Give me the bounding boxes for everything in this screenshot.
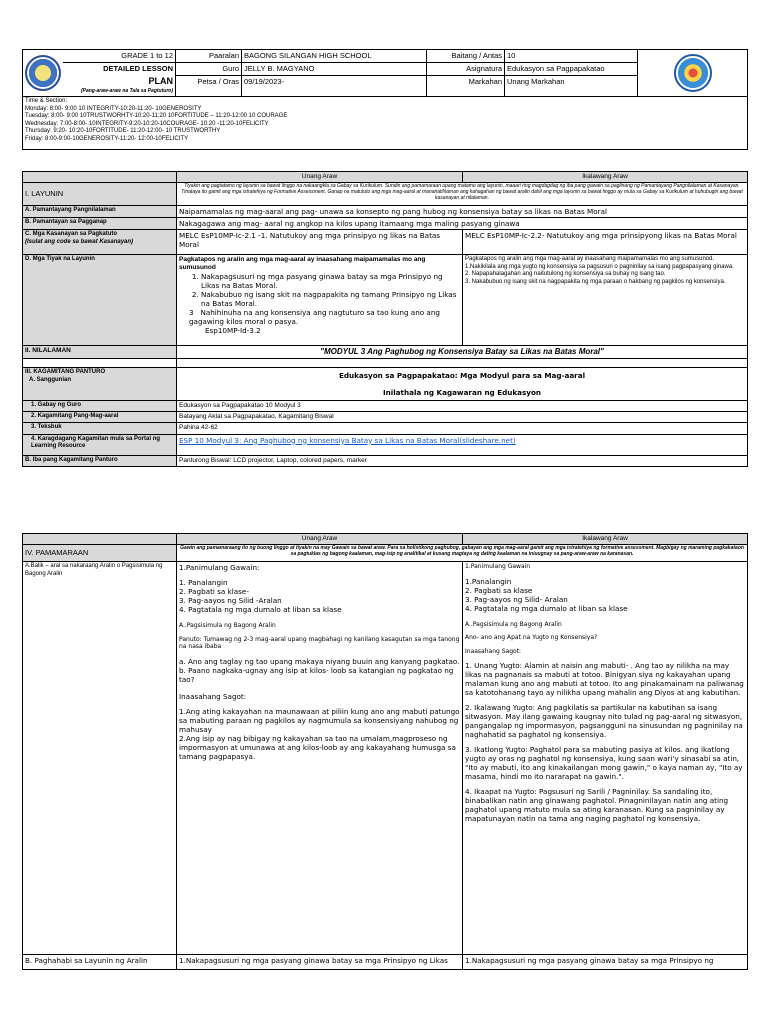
teacher-label: Guro <box>176 62 242 75</box>
objectives-table <box>22 171 748 467</box>
d-item: 2. Nakabubuo ng isang skit na nagpapakita ng tamang Prinsipyo ng Likas na Batas Moral. <box>201 290 460 308</box>
date-value: 09/19/2023- <box>242 75 427 96</box>
layunin-label: I. LAYUNIN <box>23 183 177 206</box>
schedule-line: Time & Section: <box>25 98 68 104</box>
c-day1: MELC EsP10MP-Ic-2.1 -1. Natutukoy ang mga prinsipyo ng likas na Batas Moral <box>177 230 463 255</box>
d2-list <box>465 577 745 613</box>
c-day2: MELC EsP10MP-Ic-2.2- Natutukoy ang mga prinsipyong likas na Batas Moral <box>463 230 748 255</box>
d-day2 <box>463 255 748 346</box>
procedure-block <box>22 533 747 970</box>
d2-y3: 3. Ikatlong Yugto: Paghatol para sa mabuting pasiya at kilos. ang ikatlong yugto ay oras ng paghatol ng konsensiya, kung saan wari'y sinasabi sa atin, "Ito ay mabuti, ito ang kinakailangan mong gawin," o kaya naman ay, "Ito ay masama, hindi mo ito nararapat na gawin.". <box>465 745 743 782</box>
c-label: C. Mga Kasanayan sa Pagkatuto <box>25 231 118 238</box>
paghahabi-day1: 1.Nakapagsusuri ng mga pasyang ginawa batay sa mga Prinsipyo ng Likas <box>177 955 463 970</box>
sanggunian-text2: Inilathala ng Kagawaran ng Edukasyon <box>382 388 542 398</box>
school-label: Paaralan <box>176 50 242 63</box>
balik-aral-day2 <box>463 562 748 955</box>
sanggunian-cell <box>177 368 748 401</box>
d2-q: Ano- ano ang Apat na Yugto ng Konsensiya? <box>465 634 598 642</box>
subject-value: Edukasyon sa Pagpapakatao <box>505 62 638 75</box>
d2-y1: 1. Unang Yugto: Alamin at naisin ang mabuti- . Ang tao ay nilikha na may likas na pagnanais sa mabuti at totoo. Binigyan siya ng kakayahan upang malaman kung ano ang mabuti at totoo. Ito ang pinakamainam na paliwanag sa katotohanang tayo ay nilikha upang mahalin ang Diyos at ang kabutihan. <box>465 661 744 698</box>
d1-panuto: Panuto: Tumawag ng 2-3 mag-aaral upang magbahagi ng kanilang kasagutan sa mga tanong na nasa ibaba <box>179 635 460 651</box>
d1-list-item: 4. Pagtatala ng mga dumalo at liban sa klase <box>179 605 342 615</box>
paghahabi-label: B. Paghahabi sa Layunin ng Aralin <box>23 955 177 970</box>
r3-text: Pahina 42-62 <box>177 423 748 434</box>
b-materials-text: Panturong Biswal: LCD projector, Laptop, colored papers, marker <box>177 455 748 466</box>
day2-header: Ikalawang Araw <box>463 172 748 183</box>
d-intro: Pagkatapos ng aralin ang mga mag-aaral ay inaasahang maipamamalas mo ang sumusunod <box>179 256 426 272</box>
grade-label: GRADE 1 to 12 <box>63 50 176 63</box>
schedule-line: Wednesday: 7:00-8:00- 10INTEGRITY-9:20-10:20-10COURAGE- 10:20 -11:20-10FELICITY <box>25 120 269 127</box>
d1-list <box>179 578 460 614</box>
nilalaman-label: II. NILALAMAN <box>23 346 177 359</box>
pamamaraan-label: IV. PAMAMARAAN <box>23 545 177 562</box>
d2-list-item: 1.Panalangin <box>465 576 512 586</box>
layunin-note: Tiyakin ang pagtatamo ng layunin sa bawat linggo na nakaangkla sa Gabay sa Kurikulum. Sundin ang pamamaraan upang matamo ang layunin, maaari ring magdagdag ng iba pang gawain sa paglinang ng Pamantayang Pangnilalaman at Kasanayan. Tinataya ito gamit ang mga istratehiya ng Formative Assessment. Ganap na matututo ang mga mag-aaral at mananatiNaman ang kahagahan ng bawat aralin dahil ang mga layunin sa bawat linggo ay mula sa Gabay sa Kurikulum at huhubugin ang bawat kasanayan at nilalaman. <box>177 183 748 206</box>
d-item3 <box>179 308 460 326</box>
d2-list-item: 2. Pagbati sa klase <box>465 585 533 595</box>
kagamitan-label: III. KAGAMITANG PANTURO <box>25 369 106 376</box>
d2-y2: 2. Ikalawang Yugto: Ang pagkilatis sa partikular na kabutihan sa isang sitwasyon. May ilang gawaing kaugnay nito tulad ng pag-aaral ng sitwasyon, pangangalap ng impormasyon, pagsangguni na sinusundan ng pagninilay na naghahatid sa paghatol ng konsensiya. <box>465 703 743 740</box>
d1-list-item: 2. Pagbati sa klase- <box>179 587 249 597</box>
d1-q-b: b. Paano nagkaka-ugnay ang isip at kilos- loob sa katangian ng pagkatao ng tao? <box>179 665 454 684</box>
d2-pag: A..Pagsisimula ng Bagong Aralin <box>465 620 562 628</box>
plan-subtitle: (Pang-araw-araw na Tala sa Pagtuturo) <box>80 87 173 94</box>
division-seal-cell <box>638 50 748 97</box>
r4-link[interactable]: ESP 10 Modyul 3: Ang Paghubog ng konsensiya Batay sa Likas na Batas Moral(slideshare.net) <box>179 435 516 445</box>
subject-label: Asignatura <box>427 62 505 75</box>
plan-cell <box>63 75 176 96</box>
balik-aral-label: A.Balik – aral sa nakaraang Aralin o Pagsisimula ng Bagong Aralin <box>23 562 177 955</box>
sanggunian-text: Edukasyon sa Pagpapakatao: Mga Modyul para sa Mag-aaral <box>338 371 586 381</box>
teacher-value: JELLY B. MAGYANO <box>242 62 427 75</box>
b-materials-label: B. Iba pang Kagamitang Panturo <box>23 455 177 466</box>
spacer-cell <box>23 359 177 368</box>
header-table <box>22 49 748 150</box>
level-value: 10 <box>505 50 638 63</box>
d2-head: 1.Panimulang Gawain <box>465 563 531 571</box>
schedule-line: Friday: 8:00-9:00-10GENEROSITY-11:20- 12:00-10FELICITY <box>25 135 189 142</box>
c-sub: (Isulat ang code sa bawat Kasanayan) <box>25 238 134 245</box>
r1-label: 1. Gabay ng Guro <box>23 401 177 412</box>
r4-label: 4. Karagdagang Kagamitan mula sa Portal ng Learning Resource <box>23 434 177 455</box>
r4-cell <box>177 434 748 455</box>
d-label: D. Mga Tiyak na Layunin <box>23 255 177 346</box>
d2-inaas: Inaasahang Sagot: <box>465 647 522 655</box>
day1-header: Unang Araw <box>177 534 463 545</box>
level-label: Baitang / Antas <box>427 50 505 63</box>
school-value: BAGONG SILANGAN HIGH SCHOOL <box>242 50 427 63</box>
schedule-cell <box>23 97 748 150</box>
d2-item: 2. Napapahalagahan ang naitutulong ng konsensiya sa buhay ng isang tao. <box>465 271 666 278</box>
b-text: Nakagagawa ang mag- aaral ng angkop na kilos upang itamaang mga maling pasyang ginawa <box>177 218 748 230</box>
schedule-line: Tuesday: 8:00- 9:00 10TRUSTWORHTY-10:20-11:20 10FORTITUDE – 11:20-12:00 10 COURAGE <box>25 113 288 119</box>
dll-title: DETAILED LESSON <box>63 62 176 75</box>
d1-inaas: Inaasahang Sagot: <box>179 691 247 701</box>
blank-cell <box>23 534 177 545</box>
d1-list-item: 1. Panalangin <box>179 578 228 588</box>
a-label: A. Pamantayang Pangnilalaman <box>23 206 177 218</box>
d2-intro: Pagkatapos ng aralin ang mga mag-aaral ay inaasahang maipamamalas mo ang sumusunod. <box>465 256 715 263</box>
d-code: Esp10MP-Id-3.2 <box>205 326 261 336</box>
objectives-block <box>22 171 747 467</box>
a-text: Naipamamalas ng mag-aaral ang pag- unawa sa konsepto ng pang hubog ng konsensiya batay sa likas na Batas Moral <box>177 206 748 218</box>
d-list <box>179 272 460 308</box>
r1-text: Edukasyon sa Pagpapakatao 10 Modyul 3 <box>177 401 748 412</box>
d2-list-item: 3. Pag-aayos ng Silid- Aralan <box>465 594 568 604</box>
paghahabi-day2: 1.Nakapagsusuri ng mga pasyang ginawa batay sa mga Prinsipyo ng <box>463 955 748 970</box>
r2-text: Batayang Aklat sa Pagpapakatao, Kagamitang Biswal <box>177 412 748 423</box>
blank-cell <box>23 172 177 183</box>
quarter-label: Markahan <box>427 75 505 96</box>
sanggunian-label: A. Sanggunian <box>29 376 71 383</box>
balik-aral-day1 <box>177 562 463 955</box>
quarter-value: Unang Markahan <box>505 75 638 96</box>
d1-pag: A..Pagsisimula ng Bagong Aralin <box>179 622 276 630</box>
d2-item: 1.Nakikilala ang mga yugto ng konsensiya sa pagsusuri o pagninilay sa isang pagpapasyang ginawa. <box>465 263 734 270</box>
schedule-line: Thursday: 9:20- 10:20-10FORTITUDE- 11:20-12:00- 10 TRUSTWORTHY <box>25 128 221 134</box>
d1-ans1: 1.Ang ating kakayahan na maunawaan at piliin kung ano ang mabuti patungo sa mabuting paraan ng pagkilos ay nagmumula sa konsensiyang nahubog ng mahusay <box>179 706 460 734</box>
d-item: 1. Nakapagsusuri ng mga pasyang ginawa batay sa mga Prinsipyo ng Likas na Batas Moral. <box>201 272 460 290</box>
deped-seal-icon <box>25 55 61 91</box>
procedure-table <box>22 533 748 970</box>
spacer-cell <box>177 359 748 368</box>
r3-label: 3. Teksbuk <box>23 423 177 434</box>
kagamitan-label-cell <box>23 368 177 401</box>
nilalaman-title: "MODYUL 3 Ang Paghubog ng Konsensiya Batay sa Likas na Batas Moral" <box>177 346 748 359</box>
schedule-line: Monday: 8:00- 9:00 10 INTEGRITY-10:20-11:20- 10GENEROSITY <box>25 105 202 112</box>
r2-label: 2. Kagamitang Pang-Mag-aaral <box>23 412 177 423</box>
date-label: Petsa / Oras <box>176 75 242 96</box>
d1-head: 1.Panimulang Gawain: <box>179 563 260 573</box>
d-item3-num: 3 <box>189 308 194 318</box>
d2-item: 3. Nakabubuo ng isang skit na nagpapakita ng mga paraan o hakbang ng pagkilos ng konsensiya. <box>465 278 726 285</box>
d1-q-a: a. Ano ang taglay ng tao upang makaya niyang buuin ang kanyang pagkatao. <box>179 656 460 666</box>
d1-ans2: 2.Ang isip ay nag bibigay ng kakayahan sa tao na umalam,magproseso ng impormasyon at umunawa at ang kilos-loob ay ang kakayahang humusga sa tamang pagpapasya. <box>179 733 456 761</box>
plan-title: PLAN <box>148 76 173 87</box>
b-label: B. Pamantayan sa Pagganap <box>23 218 177 230</box>
division-seal-icon <box>674 54 712 92</box>
header-block <box>22 49 747 150</box>
day1-header: Unang Araw <box>177 172 463 183</box>
c-label-cell <box>23 230 177 255</box>
d2-list-item: 4. Pagtatala ng mga dumalo at liban sa klase <box>465 603 628 613</box>
deped-seal-cell <box>23 50 63 97</box>
d-item3-text: Nahihinuha na ang konsensiya ang nagtuturo sa tao kung ano ang gagawing kilos moral o pasya. <box>189 308 440 327</box>
d1-list-item: 3. Pag-aayos ng Silid -Aralan <box>179 596 282 606</box>
day2-header: Ikalawang Araw <box>463 534 748 545</box>
d2-y4: 4. Ikaapat na Yugto: Pagsusuri ng Sarili / Pagninilay. Sa sandaling ito, binabalikan natin ang ginawang paghatol. Pinagninilayan natin ang ating paghatol upang matuto mula sa ating karanasan. Kung sa pagninilay ay mapatunayan natin na tama ang naging paghatol ng konsensiya. <box>465 787 729 824</box>
pamamaraan-note: Gawin ang pamamaraang ito ng buong linggo at tiyakin na may Gawain sa bawat araw. Para sa holistikong paghubog, gabayan ang mga mag-aaral gamit ang mga istratehiya ng formative assessment. Magbigay ng maraming pagkakataon sa pagtuklas ng bagong kaalaman, mag-isip ng analitikal at kusang magtaya ng dating kaalaman na iniuugnay sa pang-araw-araw na karanasan. <box>177 545 748 562</box>
d-day1 <box>177 255 463 346</box>
